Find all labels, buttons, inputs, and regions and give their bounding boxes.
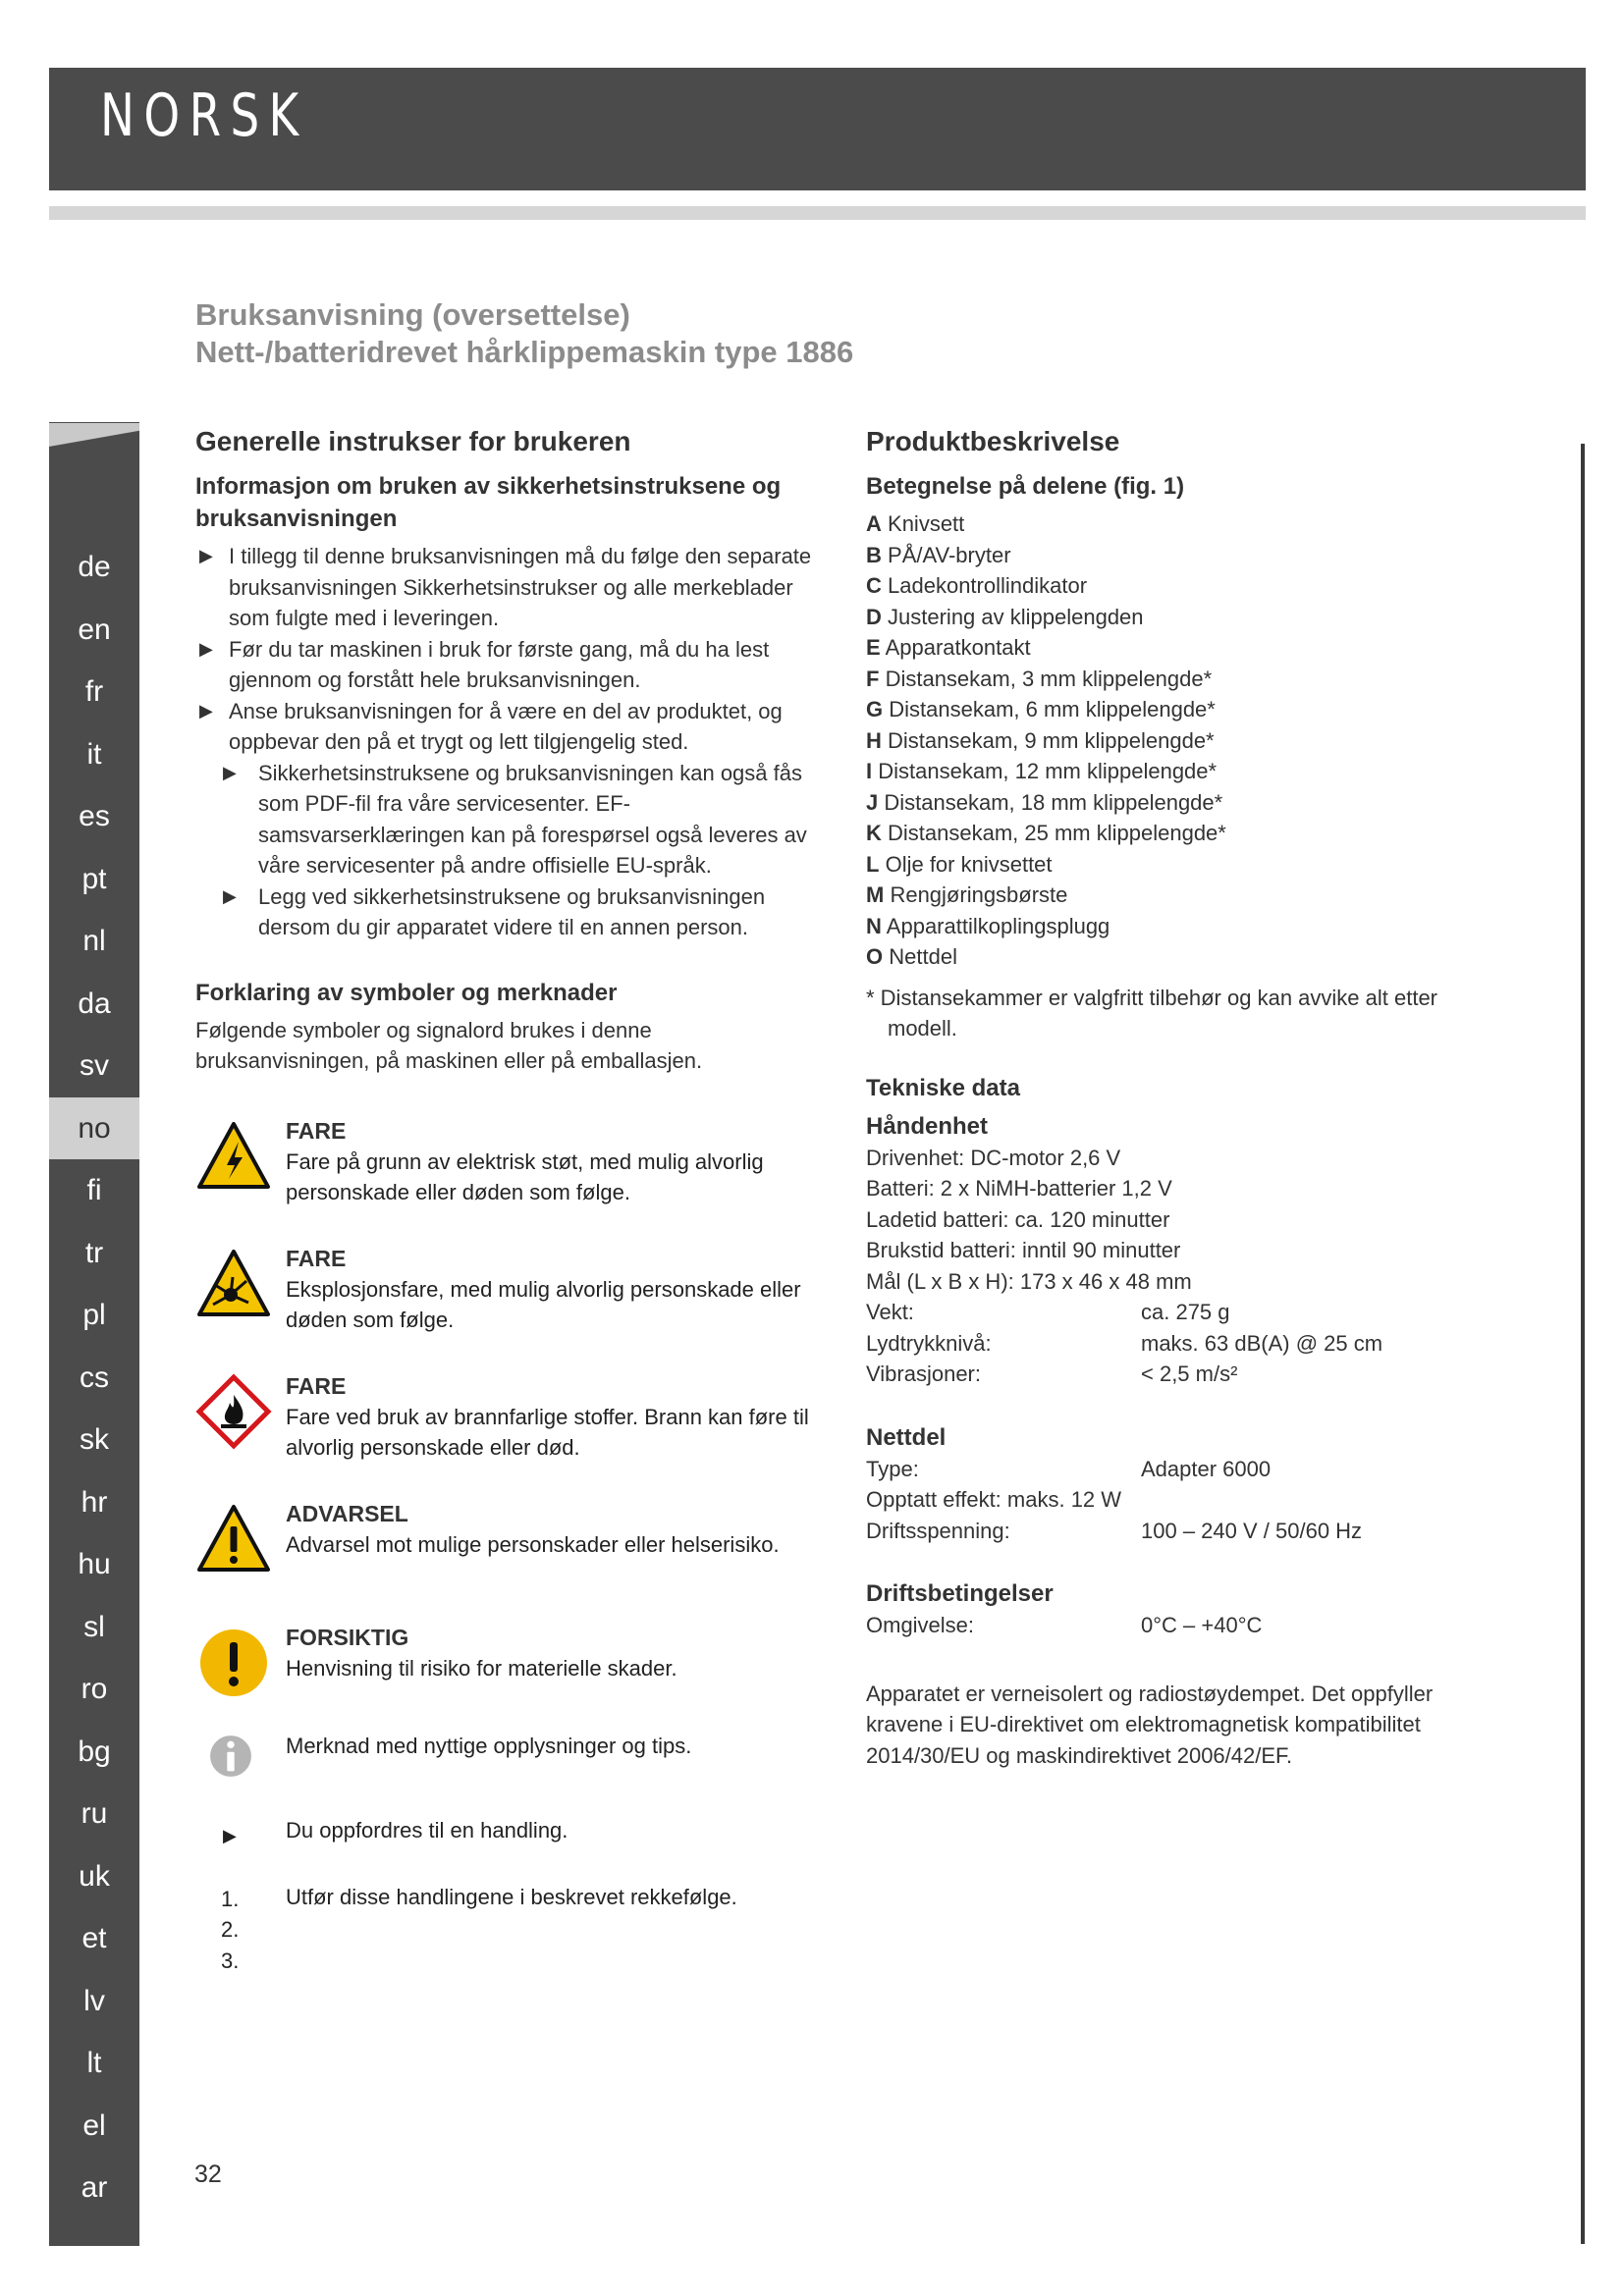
part-letter: A	[866, 511, 882, 536]
part-label: Distansekam, 9 mm klippelengde*	[888, 727, 1215, 753]
language-tab-da[interactable]: da	[78, 987, 111, 1020]
spec-row	[866, 1297, 1494, 1328]
symbol-text: Fare ved bruk av brannfarlige stoffer. Brann kan føre til alvorlig personskade eller død.	[286, 1404, 809, 1460]
part-letter: O	[866, 944, 884, 969]
language-tab-bg[interactable]: bg	[78, 1735, 111, 1768]
page-number: 32	[194, 2161, 222, 2188]
part-label: Distansekam, 18 mm klippelengde*	[884, 789, 1223, 815]
language-tab-ro[interactable]: ro	[81, 1673, 108, 1705]
spec-value: 0°C – +40°C	[1141, 1613, 1263, 1637]
right-column	[866, 425, 1494, 1771]
language-tab-sk[interactable]: sk	[80, 1423, 109, 1456]
part-label: Olje for knivsettet	[885, 851, 1053, 877]
language-tab-hr[interactable]: hr	[81, 1485, 108, 1519]
spec-value: 100 – 240 V / 50/60 Hz	[1141, 1518, 1363, 1543]
part-letter: I	[866, 759, 873, 783]
spec-row	[866, 1328, 1494, 1360]
spec-row	[866, 1454, 1494, 1485]
part-letter: E	[866, 635, 881, 660]
symbol-title: FARE	[286, 1372, 347, 1399]
part-item	[866, 508, 1494, 540]
part-letter: N	[866, 913, 882, 938]
step-number: 3.	[221, 1948, 240, 1973]
header-band	[49, 68, 1586, 190]
part-label: Ladekontrollindikator	[888, 573, 1088, 598]
symbols-heading: Forklaring av symboler og merknader	[195, 979, 618, 1006]
language-tab-it[interactable]: it	[86, 737, 102, 771]
bullet-item: ▶ Før du tar maskinen i bruk for første gang, må du ha lest gjennom og forstått hele bruksanvisningen.	[195, 634, 824, 696]
part-letter: G	[866, 697, 884, 721]
usage-info-subheading: Informasjon om bruken av sikkerhetsinstruksene og bruksanvisningen	[195, 473, 782, 532]
sub-bullet-text: ▶ Sikkerhetsinstruksene og bruksanvisningen kan også fås som PDF-fil fra våre servicesenter. EF-samsvarserklæringen kan på forespørsel også leveres av våre servicesenter på andre offisielle EU-språk.	[258, 760, 807, 878]
part-label: Distansekam, 6 mm klippelengde*	[889, 697, 1216, 721]
language-tab-tr[interactable]: tr	[84, 1236, 104, 1269]
language-tab-sv[interactable]: sv	[80, 1049, 109, 1082]
part-letter: B	[866, 542, 882, 567]
language-tab-fi[interactable]: fi	[86, 1174, 102, 1206]
symbol-text: Henvisning til risiko for materielle skader.	[286, 1655, 677, 1681]
symbol-title: FORSIKTIG	[286, 1624, 409, 1650]
flammable-hazard-icon	[195, 1373, 272, 1450]
spec-value: ca. 275 g	[1141, 1300, 1230, 1324]
numbered-steps	[221, 1884, 260, 1973]
part-label: Rengjøringsbørste	[890, 882, 1068, 907]
part-item	[866, 602, 1494, 633]
document-title	[195, 296, 853, 371]
language-tab-es[interactable]: es	[79, 800, 110, 832]
language-sidebar-tab	[49, 423, 139, 468]
symbol-row-explosion	[195, 1244, 824, 1336]
part-letter: F	[866, 666, 880, 691]
symbol-text: Advarsel mot mulige personskader eller helserisiko.	[286, 1531, 780, 1557]
language-list	[49, 536, 139, 2219]
part-item	[866, 849, 1494, 881]
general-instructions-heading: Generelle instrukser for brukeren	[195, 426, 631, 456]
header-divider	[49, 206, 1586, 220]
spec-key: Omgivelse:	[866, 1613, 975, 1637]
action-arrow-icon: ▶	[223, 1825, 237, 1845]
spec-value: < 2,5 m/s²	[1141, 1362, 1238, 1386]
part-label: Distansekam, 25 mm klippelengde*	[888, 821, 1226, 845]
language-tab-ar[interactable]: ar	[81, 2171, 108, 2204]
spec-line: Brukstid batteri: inntil 90 minutter	[866, 1238, 1181, 1262]
spec-value: maks. 63 dB(A) @ 25 cm	[1141, 1330, 1383, 1356]
part-letter: J	[866, 789, 879, 815]
step-number: 1.	[221, 1886, 240, 1911]
spec-value: Adapter 6000	[1141, 1456, 1272, 1481]
warning-icon	[195, 1501, 272, 1577]
symbol-row-steps	[195, 1882, 824, 1973]
language-tab-cs[interactable]: cs	[80, 1361, 109, 1394]
spec-row	[866, 1484, 1494, 1516]
spec-key: Type:	[866, 1456, 919, 1481]
part-label: Nettdel	[889, 944, 957, 969]
spec-key: Vibrasjoner:	[866, 1362, 981, 1386]
part-item	[866, 818, 1494, 849]
language-tab-ru[interactable]: ru	[81, 1797, 108, 1830]
part-item	[866, 694, 1494, 725]
language-tab-nl[interactable]: nl	[82, 925, 106, 957]
psu-heading: Nettdel	[866, 1423, 947, 1451]
product-description-heading: Produktbeskrivelse	[866, 426, 1120, 456]
symbol-text: Utfør disse handlingene i beskrevet rekkefølge.	[286, 1884, 737, 1909]
symbol-row-info	[195, 1731, 824, 1789]
tech-data-heading: Tekniske data	[866, 1074, 1020, 1101]
part-item	[866, 880, 1494, 911]
part-label: Distansekam, 12 mm klippelengde*	[878, 759, 1218, 783]
part-item	[866, 725, 1494, 757]
spec-line: Mål (L x B x H): 173 x 46 x 48 mm	[866, 1268, 1192, 1294]
language-tab-fr[interactable]: fr	[84, 675, 104, 708]
section-title: NORSK	[100, 81, 308, 150]
part-letter: M	[866, 882, 885, 907]
sub-bullet-text: ▶ Legg ved sikkerhetsinstruksene og bruksanvisningen dersom du gir apparatet videre til en annen person.	[258, 883, 766, 939]
symbol-row-electric	[195, 1116, 824, 1208]
compliance-text: Apparatet er verneisolert og radiostøydempet. Det oppfyller kravene i EU-direktivet om elektromagnetisk kompatibilitet 2014/30/EU og maskindirektivet 2006/42/EF.	[866, 1681, 1434, 1768]
part-item	[866, 941, 1494, 973]
part-label: Distansekam, 3 mm klippelengde*	[885, 666, 1213, 691]
language-tab-lv[interactable]: lv	[83, 1984, 105, 2017]
language-tab-pt[interactable]: pt	[81, 862, 107, 895]
sub-bullet-item	[195, 881, 824, 943]
language-tab-el[interactable]: el	[82, 2109, 106, 2142]
bullet-item: ▶ I tillegg til denne bruksanvisningen må du følge den separate bruksanvisningen Sikkerhetsinstrukser og alle merkeblader som fulgte med i leveringen.	[195, 541, 824, 634]
symbol-row-warning	[195, 1499, 824, 1587]
spec-key: Driftsspenning:	[866, 1518, 1010, 1543]
spec-key: Vekt:	[866, 1300, 914, 1324]
part-letter: H	[866, 727, 882, 753]
spec-key: Opptatt effekt: maks. 12 W	[866, 1487, 1122, 1512]
language-tab-hu[interactable]: hu	[78, 1548, 111, 1580]
symbol-row-caution	[195, 1623, 824, 1711]
symbol-title: FARE	[286, 1117, 347, 1144]
spec-line: Batteri: 2 x NiMH-batterier 1,2 V	[866, 1176, 1172, 1201]
part-item	[866, 570, 1494, 602]
page-right-rule	[1581, 444, 1585, 2244]
language-tab-sl[interactable]: sl	[83, 1610, 105, 1643]
psu-specs	[866, 1454, 1494, 1547]
part-item	[866, 756, 1494, 787]
symbols-intro: Følgende symboler og signalord brukes i denne bruksanvisningen, på maskinen eller på emballasjen.	[195, 1017, 703, 1073]
symbol-row-flammable	[195, 1371, 824, 1464]
symbol-row-action	[195, 1815, 824, 1854]
step-number: 2.	[221, 1917, 240, 1942]
document-title-line1: Bruksanvisning (oversettelse)	[195, 297, 630, 332]
caution-icon	[195, 1625, 272, 1701]
spec-row	[866, 1359, 1494, 1390]
parts-heading: Betegnelse på delene (fig. 1)	[866, 473, 1185, 500]
spec-line: Drivenhet: DC-motor 2,6 V	[866, 1145, 1121, 1170]
handset-heading: Håndenhet	[866, 1112, 989, 1140]
parts-note: * Distansekammer er valgfritt tilbehør og kan avvike alt etter modell.	[866, 985, 1438, 1041]
instruction-bullets	[195, 541, 824, 943]
left-column	[195, 425, 824, 2005]
parts-list	[866, 508, 1494, 973]
part-item	[866, 911, 1494, 942]
language-tab-lt[interactable]: lt	[86, 2047, 102, 2079]
symbol-text: Eksplosjonsfare, med mulig alvorlig personskade eller døden som følge.	[286, 1276, 801, 1332]
part-label: PÅ/AV-bryter	[888, 542, 1011, 567]
part-label: Knivsett	[888, 511, 965, 536]
part-letter: C	[866, 573, 882, 598]
symbol-text: Du oppfordres til en handling.	[286, 1817, 568, 1842]
part-item	[866, 540, 1494, 571]
symbol-text: Fare på grunn av elektrisk støt, med mulig alvorlig personskade eller døden som følge.	[286, 1148, 764, 1204]
conditions-heading: Driftsbetingelser	[866, 1580, 1054, 1607]
part-letter: K	[866, 821, 882, 845]
spec-line: Ladetid batteri: ca. 120 minutter	[866, 1206, 1170, 1232]
spec-row	[866, 1610, 1494, 1641]
part-letter: D	[866, 604, 882, 629]
language-tab-en[interactable]: en	[78, 613, 111, 646]
language-tab-uk[interactable]: uk	[79, 1859, 110, 1893]
spec-key: Lydtrykknivå:	[866, 1330, 992, 1356]
electric-hazard-icon	[195, 1118, 272, 1195]
language-tab-pl[interactable]: pl	[82, 1299, 106, 1331]
handset-specs	[866, 1143, 1494, 1390]
part-item	[866, 632, 1494, 664]
symbol-text: Merknad med nyttige opplysninger og tips.	[286, 1733, 692, 1758]
explosion-hazard-icon	[195, 1246, 272, 1322]
info-icon	[207, 1733, 254, 1780]
language-tab-et[interactable]: et	[81, 1922, 107, 1954]
language-tab-no[interactable]: no	[49, 1097, 139, 1160]
part-letter: L	[866, 851, 880, 877]
part-label: Apparattilkoplingsplugg	[886, 913, 1110, 938]
symbol-title: FARE	[286, 1245, 347, 1271]
spec-row	[866, 1516, 1494, 1547]
part-label: Apparatkontakt	[885, 635, 1031, 660]
document-title-line2: Nett-/batteridrevet hårklippemaskin type 1886	[195, 335, 854, 369]
sub-bullet-item	[195, 758, 824, 881]
symbol-title: ADVARSEL	[286, 1500, 408, 1526]
part-item	[866, 664, 1494, 695]
part-label: Justering av klippelengden	[888, 604, 1144, 629]
bullet-item: ▶ Anse bruksanvisningen for å være en del av produktet, og oppbevar den på et trygt og lett tilgjengelig sted.	[195, 696, 824, 758]
language-tab-de[interactable]: de	[78, 551, 111, 583]
part-item	[866, 787, 1494, 819]
